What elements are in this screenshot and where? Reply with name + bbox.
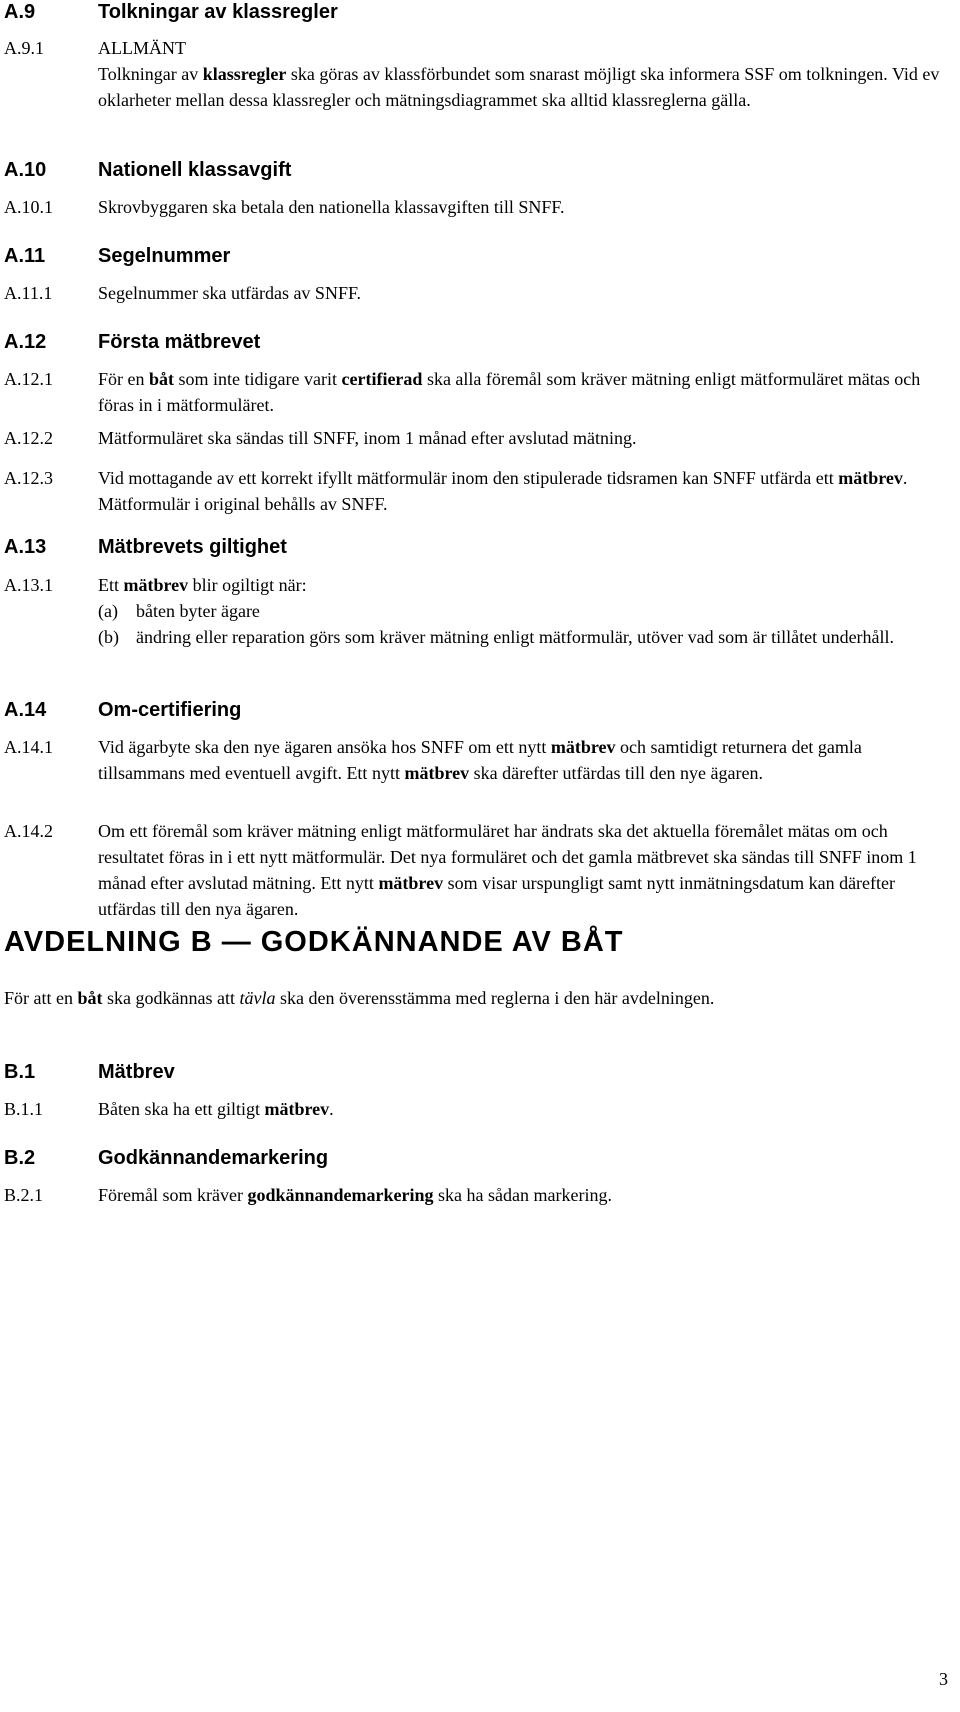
defined-term: båt	[149, 369, 175, 389]
page-number: 3	[939, 1669, 948, 1689]
rule-text: För en båt som inte tidigare varit certifierad ska alla föremål som kräver mätning enligt mätformuläret mätas och föras in i mätformuläret.	[98, 369, 921, 415]
defined-term: båt	[77, 988, 103, 1008]
section-title: Mätbrev	[98, 1061, 175, 1083]
section-number: A.10	[4, 159, 47, 181]
section-number: A.9	[4, 1, 36, 23]
rule-text: Föremål som kräver godkännandemarkering ska ha sådan markering.	[98, 1185, 612, 1205]
rule-text: Båten ska ha ett giltigt mätbrev.	[98, 1099, 334, 1119]
rule-number: A.12.1	[4, 369, 53, 389]
rule-number: A.11.1	[4, 283, 53, 303]
rule-text: Om ett föremål som kräver mätning enligt mätformuläret har ändrats ska det aktuella föremålet mätas om och resultatet föras in i ett nytt mätformulär. Det nya formuläret och det gamla mätbrevet ska sändas till SNFF inom 1 månad efter avslutad mätning. Ett nytt mätbrev som visar urspungligt samt nytt inmätningsdatum kan därefter utfärdas till den nya ägaren.	[98, 821, 917, 919]
section-number: A.11	[4, 245, 46, 267]
rule-text: Skrovbyggaren ska betala den nationella klassavgiften till SNFF.	[98, 197, 565, 217]
rule-number: A.9.1	[4, 38, 44, 58]
section-number: B.2	[4, 1147, 36, 1169]
defined-term: mätbrev	[378, 873, 444, 893]
rule-paragraph: Ett mätbrev blir ogiltigt när:	[98, 575, 307, 595]
rule-heading: ALLMÄNT	[98, 38, 186, 58]
defined-term: tävla	[239, 988, 276, 1008]
rule-text	[98, 35, 946, 113]
defined-term: klassregler	[202, 64, 287, 84]
part-b-intro: För att en båt ska godkännas att tävla ska den överensstämma med reglerna i den här avdelningen.	[4, 988, 715, 1008]
rule-number: A.10.1	[4, 197, 53, 217]
rule-number: A.14.1	[4, 737, 53, 757]
section-title: Godkännandemarkering	[98, 1147, 329, 1169]
rule-number: A.12.3	[4, 468, 53, 488]
list-item	[98, 598, 946, 624]
defined-term: mätbrev	[838, 468, 903, 488]
rule-number: B.2.1	[4, 1185, 44, 1205]
defined-term: godkännandemarkering	[247, 1185, 434, 1205]
list-text: ändring eller reparation görs som kräver mätning enligt mätformulär, utöver vad som är tillåtet underhåll.	[136, 627, 895, 647]
rule-text	[98, 572, 946, 650]
section-number: A.14	[4, 699, 47, 721]
section-number: A.12	[4, 331, 47, 353]
defined-term: mätbrev	[264, 1099, 330, 1119]
section-title: Mätbrevets giltighet	[98, 536, 287, 558]
list-item	[98, 624, 946, 650]
rule-text: Vid ägarbyte ska den nye ägaren ansöka hos SNFF om ett nytt mätbrev och samtidigt returnera det gamla tillsammans med eventuell avgift. Ett nytt mätbrev ska därefter utfärdas till den nye ägaren.	[98, 737, 862, 783]
part-b-title: AVDELNING B — GODKÄNNANDE AV BÅT	[4, 926, 624, 958]
rule-text: Vid mottagande av ett korrekt ifyllt mätformulär inom den stipulerade tidsramen kan SNFF utfärda ett mätbrev. Mätformulär i original behålls av SNFF.	[98, 468, 908, 514]
rule-number: A.13.1	[4, 575, 53, 595]
list-text: båten byter ägare	[136, 601, 260, 621]
rule-number: A.12.2	[4, 428, 53, 448]
rule-number: A.14.2	[4, 821, 53, 841]
defined-term: certifierad	[341, 369, 423, 389]
section-title: Första mätbrevet	[98, 331, 261, 353]
section-title: Segelnummer	[98, 245, 231, 267]
rule-text: Mätformuläret ska sändas till SNFF, inom 1 månad efter avslutad mätning.	[98, 428, 637, 448]
section-number: B.1	[4, 1061, 36, 1083]
defined-term: mätbrev	[550, 737, 616, 757]
section-title: Om-certifiering	[98, 699, 242, 721]
section-number: A.13	[4, 536, 47, 558]
rule-number: B.1.1	[4, 1099, 44, 1119]
list-label: (b)	[98, 627, 119, 647]
defined-term: mätbrev	[404, 763, 470, 783]
rule-paragraph: Tolkningar av klassregler ska göras av klassförbundet som snarast möjligt ska informera SSF om tolkningen. Vid ev oklarheter mellan dessa klassregler och mätningsdiagrammet ska alltid klassreglerna gälla.	[98, 64, 940, 110]
list-label: (a)	[98, 601, 118, 621]
section-title: Tolkningar av klassregler	[98, 1, 338, 23]
defined-term: mätbrev	[123, 575, 189, 595]
rule-text: Segelnummer ska utfärdas av SNFF.	[98, 283, 362, 303]
section-title: Nationell klassavgift	[98, 159, 292, 181]
